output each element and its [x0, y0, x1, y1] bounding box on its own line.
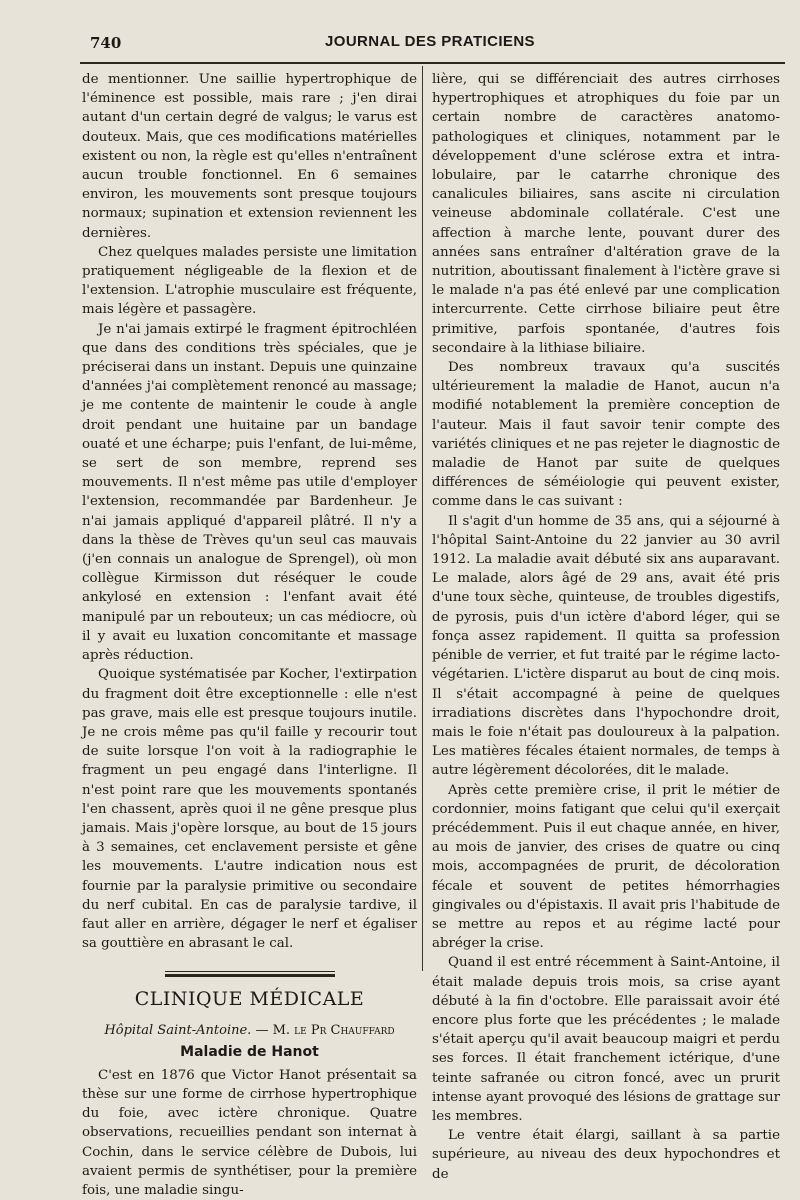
paragraph: de mentionner. Une saillie hypertrophique de l'éminence est possible, mais rare ; j'en dirai autant d'un certain degré de valgus; le varus est douteux. Mais, que ces modifications matérielles existent ou non, la règle est qu'elles n'entraînent aucun trouble fonctionnel. En 6 semaines environ, les mouvements sont presque toujours normaux; supination et extension reviennent les dernières. — [82, 72, 417, 241]
section-separator — [82, 971, 417, 977]
byline-author: — M. le Pr Chauffard — [255, 1023, 395, 1039]
article-title: Maladie de Hanot — [180, 1043, 319, 1060]
right-column — [432, 70, 780, 1184]
byline — [82, 1021, 417, 1040]
section-title: CLINIQUE MÉDICALE — [134, 988, 365, 1011]
paragraph: Chez quelques malades persiste une limitation pratiquement négligeable de la flexion et de l'extension. L'atrophie musculaire est fréquente, mais légère et passagère. — [82, 244, 417, 318]
paragraph: Il s'agit d'un homme de 35 ans, qui a séjourné à l'hôpital Saint-Antoine du 22 janvier au 30 avril 1912. La maladie avait débuté six ans auparavant. Le malade, alors âgé de 29 ans, avait été pris d'une toux sèche, quinteuse, de troubles digestifs, de pyrosis, puis d'un ictère d'abord léger, qui se fonça assez rapidement. Il quitta sa profession pénible de verrier, et fut traité par le régime lacto-végétarien. L'ictère disparut au bout de cinq mois. Il s'était accompagné à peine de quelques irradiations discrètes dans l'hypochondre droit, mais le foie n'était pas douloureux à la palpation. Les matières fécales étaient normales, de temps à autre légèrement décolorées, dit le malade. — [432, 513, 780, 779]
column-divider — [422, 66, 423, 971]
paragraph: Quoique systématisée par Kocher, l'extirpation du fragment doit être exceptionnelle : elle n'est pas grave, mais elle est presque toujours inutile. Je ne crois même pas qu'il faille y recourir tout de suite lorsque l'on voit à la radiographie le fragment un peu engagé dans l'interligne. Il n'est point rare que les mouvements spontanés l'en chassent, après quoi il ne gêne presque plus jamais. Mais j'opère lorsque, au bout de 15 jours à 3 semaines, cet enclavement persiste et gêne les mouvements. L'autre indication nous est fournie par la paralysie primitive ou secondaire du nerf cubital. En cas de paralysie tardive, il faut aller en arrière, dégager le nerf et égaliser sa gouttière en abrasant le cal. — [82, 667, 417, 952]
running-title: JOURNAL DES PRATICIENS — [325, 33, 535, 50]
paragraph: Quand il est entré récemment à Saint-Antoine, il était malade depuis trois mois, sa crise ayant débuté à la fin d'octobre. Elle paraissait avoir été encore plus forte que les précédentes ; le malade s'était aperçu qu'il avait beaucoup maigri et perdu ses forces. Il était franchement ictérique, d'une teinte safranée ou citron foncé, avec un prurit intense ayant provoqué des lésions de grattage sur les membres. — [432, 955, 780, 1124]
paragraph: Des nombreux travaux qu'a suscités ultérieurement la maladie de Hanot, aucun n'a modifié notablement la première conception de l'auteur. Mais il faut savoir tenir compte des variétés cliniques et ne pas rejeter le diagnostic de maladie de Hanot par suite de quelques différences de séméiologie qui peuvent exister, comme dans le cas suivant : — [432, 360, 780, 510]
page-number: 740 — [90, 34, 122, 52]
page-header — [80, 30, 780, 56]
paragraph: Après cette première crise, il prit le métier de cordonnier, moins fatigant que celui qu'il exerçait précédemment. Puis il eut chaque année, en hiver, au mois de janvier, des crises de quatre ou cinq mois, accompagnées de prurit, de décoloration fécale et souvent de petites hémorrhagies gingivales ou d'épistaxis. Il avait pris l'habitude de se mettre au repos et au régime lacté pour abréger la crise. — [432, 782, 780, 952]
article-intro: C'est en 1876 que Victor Hanot présentait sa thèse sur une forme de cirrhose hypertrophique du foie, avec ictère chronique. Quatre observations, recueillies pendant son internat à Cochin, dans le service célèbre de Dubois, lui avaient permis de synthétiser, pour la première fois, une maladie singu- — [82, 1067, 417, 1198]
header-rule — [80, 62, 785, 64]
paragraph: lière, qui se différenciait des autres cirrhoses hypertrophiques et atrophiques du foie par un certain nombre de caractères anatomo-pathologiques et cliniques, notamment par le développement d'une sclérose extra et intra-lobulaire, par le catarrhe chronique des canalicules biliaires, sans ascite ni circulation veineuse abdominale collatérale. C'est une affection à marche lente, pouvant durer des années sans entraîner d'altération grave de la nutrition, aboutissant finalement à l'ictère grave si le malade n'a pas été enlevé par une complication intercurrente. Cette cirrhose biliaire peut être primitive, parfois spontanée, d'autres fois secondaire à la lithiase biliaire. — [432, 72, 780, 356]
byline-place: Hôpital Saint-Antoine. — [104, 1023, 252, 1039]
paragraph: Je n'ai jamais extirpé le fragment épitrochléen que dans des conditions très spéciales, que je préciserai dans un instant. Depuis une quinzaine d'années j'ai complètement renoncé au massage; je me contente de maintenir le coude à angle droit pendant une huitaine par un bandage ouaté et une écharpe; puis l'enfant, de lui-même, se sert de son membre, reprend ses mouvements. Il n'est même pas utile d'employer l'extension, recommandée par Bardenheur. Je n'ai jamais appliqué d'appareil plâtré. Il n'y a dans la thèse de Trèves qu'un seul cas mauvais (j'en connais un analogue de Sprengel), où mon collègue Kirmisson dut réséquer le coude ankylosé en extension : l'enfant avait été manipulé par un rebouteux; un cas médiocre, où il y avait eu luxation concomitante et massage après réduction. — [82, 321, 417, 664]
left-column — [82, 70, 417, 1200]
section-rule — [165, 971, 335, 977]
paragraph: Le ventre était élargi, saillant à sa partie supérieure, au niveau des deux hypochondres et de — [432, 1128, 780, 1182]
